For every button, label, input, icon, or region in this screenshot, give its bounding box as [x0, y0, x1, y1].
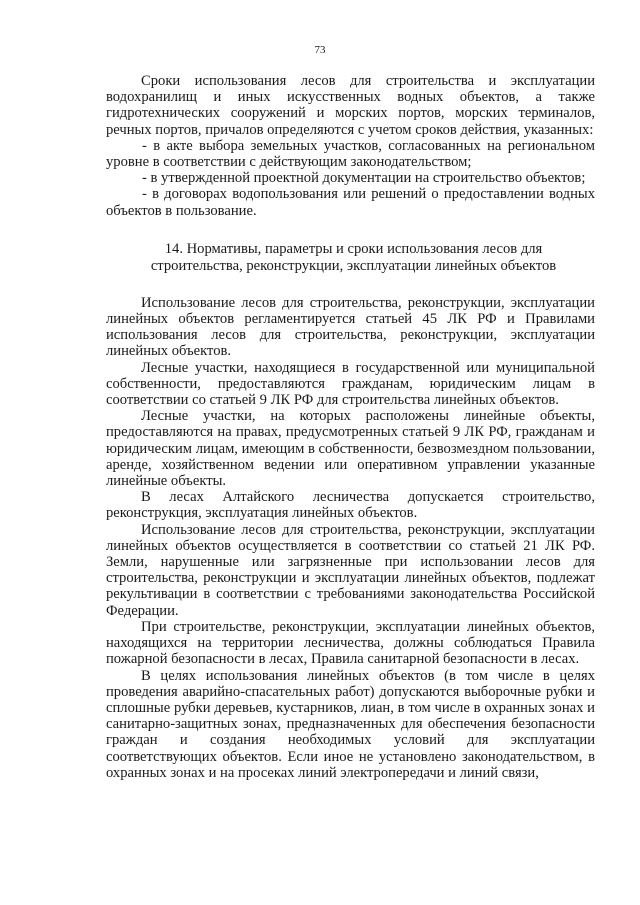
- paragraph: Лесные участки, на которых расположены линейные объекты, предоставляются на правах, предусмотренных статьей 9 ЛК РФ, гражданам и юридическим лицам, имеющим в собственности, безвозмездном пользовании, аренде, хозяйственном ведении или оперативном управлении указанные линейные объекты.: [106, 408, 595, 490]
- paragraph: Лесные участки, находящиеся в государственной или муниципальной собственности, предоставляются гражданам, юридическим лицам в соответствии со статьей 9 ЛК РФ для строительства линейных объектов.: [106, 359, 595, 409]
- paragraph: Использование лесов для строительства, реконструкции, эксплуатации линейных объектов регламентируется статьей 45 ЛК РФ и Правилами использования лесов для строительства, реконструкции, эксплуатации линейных объектов.: [106, 294, 595, 360]
- section-heading: [106, 241, 595, 275]
- page-body: [106, 73, 595, 781]
- section-heading-line2: строительства, реконструкции, эксплуатации линейных объектов: [150, 257, 557, 274]
- list-item: - в договорах водопользования или решений о предоставлении водных объектов в пользование.: [106, 186, 595, 219]
- section-heading-line1: 14. Нормативы, параметры и сроки использования лесов для: [164, 240, 543, 257]
- paragraph: В лесах Алтайского лесничества допускается строительство, реконструкция, эксплуатация линейных объектов.: [106, 489, 595, 522]
- paragraph: При строительстве, реконструкции, эксплуатации линейных объектов, находящихся на территории лесничества, должны соблюдаться Правила пожарной безопасности в лесах, Правила санитарной безопасности в лесах.: [106, 618, 595, 668]
- paragraph: Использование лесов для строительства, реконструкции, эксплуатации линейных объектов осуществляется в соответствии со статьей 21 ЛК РФ. Земли, нарушенные или загрязненные при использовании лесов для строительства, реконструкции и эксплуатации линейных объектов, подлежат рекультивации в соответствии с требованиями законодательства Российской Федерации.: [106, 521, 595, 619]
- list-item: - в утвержденной проектной документации на строительство объектов;: [142, 170, 586, 187]
- page-number: 73: [314, 44, 326, 56]
- paragraph-intro: Сроки использования лесов для строительства и эксплуатации водохранилищ и иных искусственных водных объектов, а также гидротехнических сооружений и морских портов, морских терминалов, речных портов, причалов определяются с учетом сроков действия, указанных:: [106, 73, 595, 138]
- list-item: - в акте выбора земельных участков, согласованных на региональном уровне в соответствии с действующим законодательством;: [106, 137, 595, 171]
- paragraph: В целях использования линейных объектов (в том числе в целях проведения аварийно-спасательных работ) допускаются выборочные рубки и сплошные рубки деревьев, кустарников, лиан, в том числе в охранных зонах и санитарно-защитных зонах, предназначенных для обеспечения безопасности граждан и создания необходимых условий для эксплуатации соответствующих объектов. Если иное не установлено законодательством, в охранных зонах и на просеках линий электропередачи и линий связи,: [106, 667, 595, 781]
